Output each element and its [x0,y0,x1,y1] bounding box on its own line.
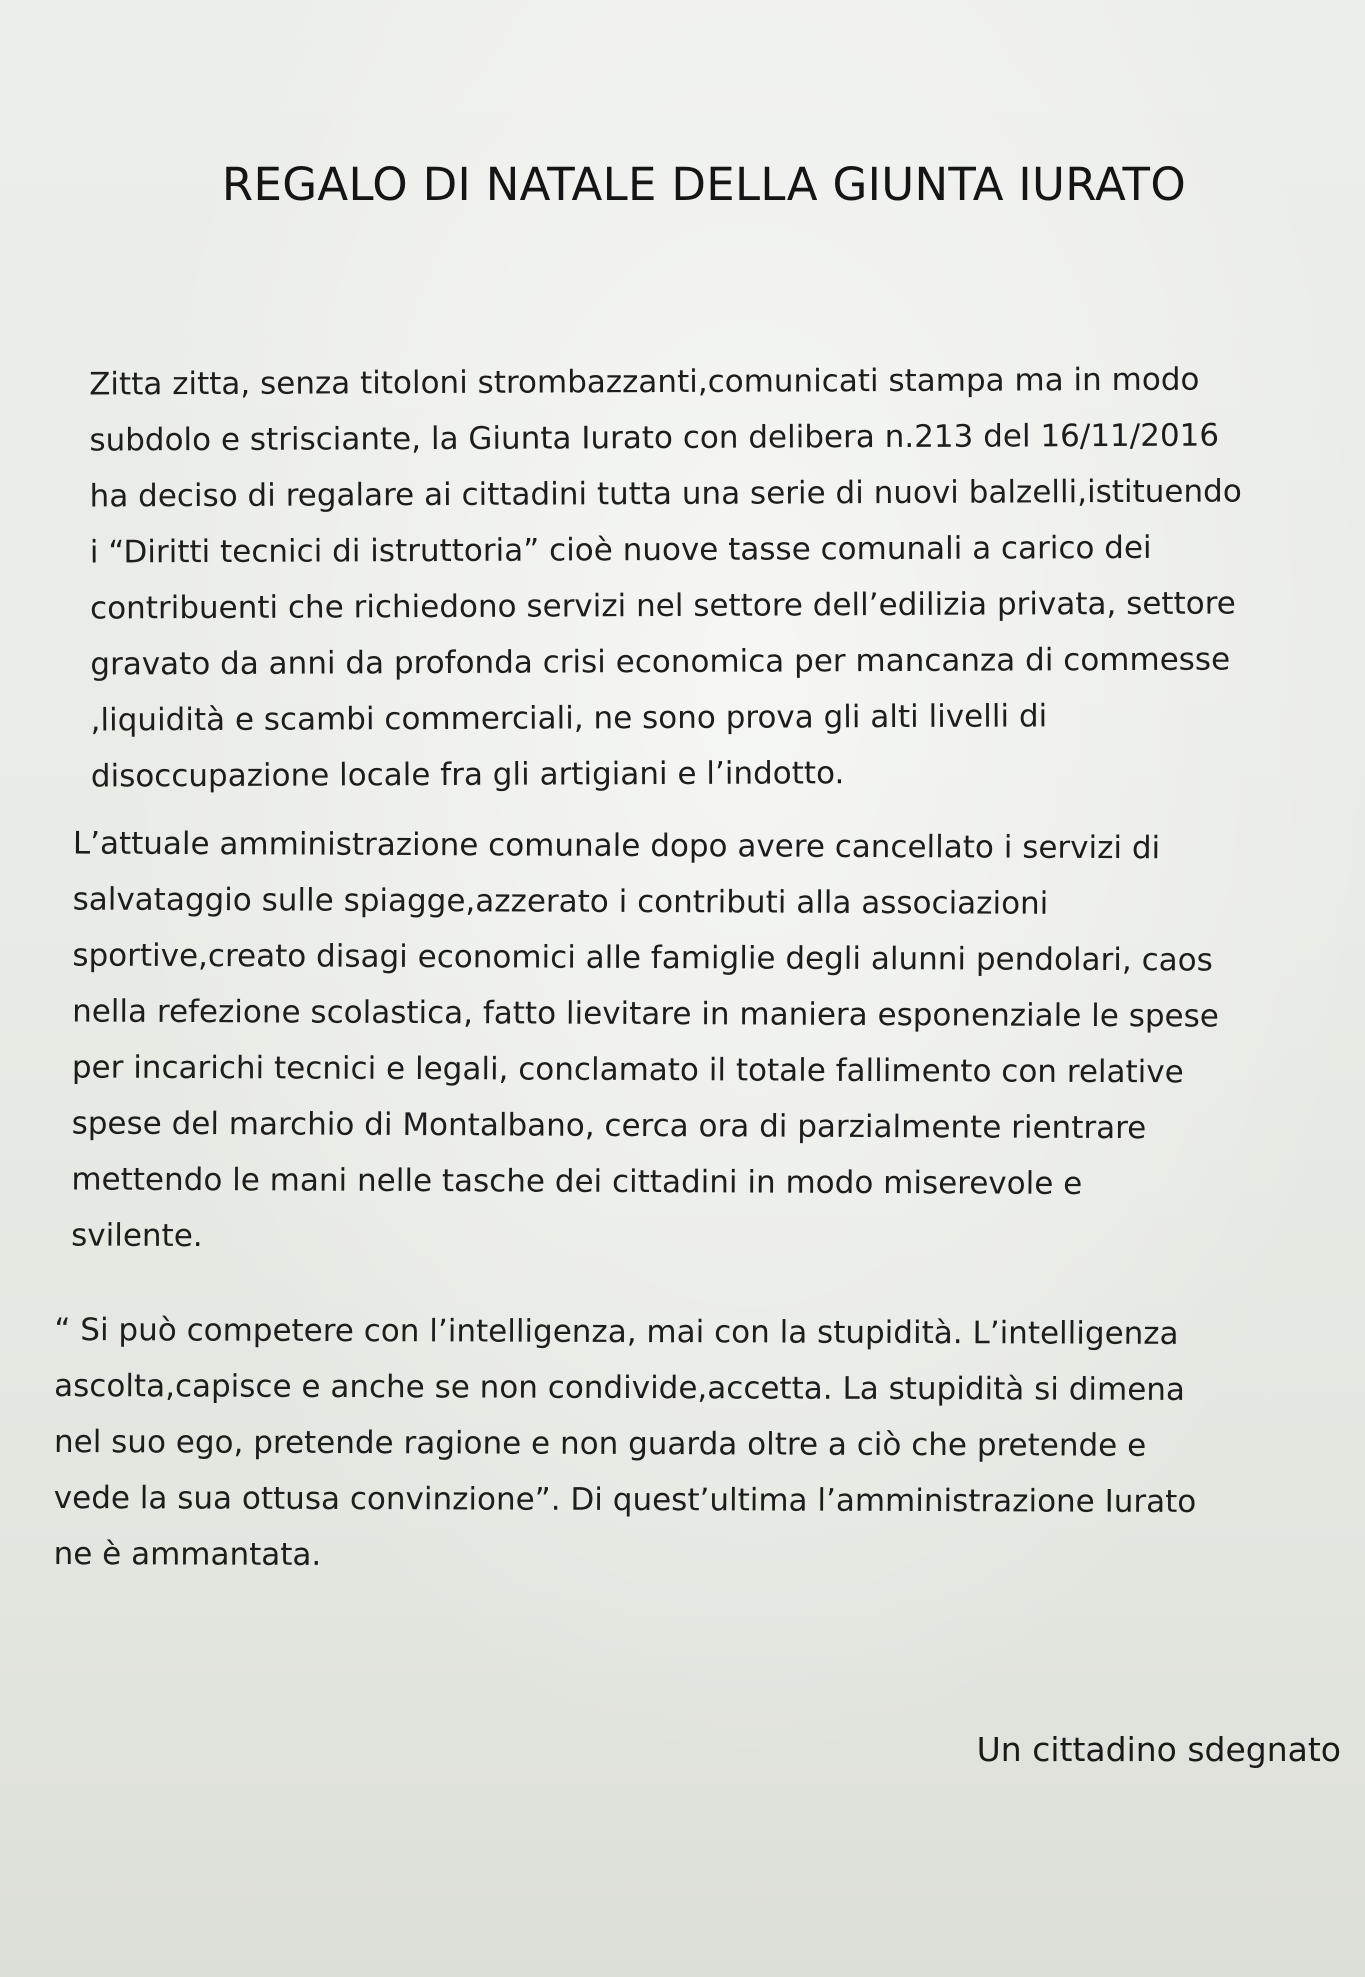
text-line: subdolo e strisciante, la Giunta Iurato con delibera n.213 del 16/11/2016 [89,417,1220,459]
text-line: Zitta zitta, senza titoloni strombazzanti,comunicati stampa ma in modo [89,361,1200,403]
text-line: L’attuale amministrazione comunale dopo avere cancellato i servizi di [72,825,1161,867]
paragraph-2 [71,816,1220,1269]
paragraph-1 [89,351,1243,804]
text-line: per incarichi tecnici e legali, conclamato il totale fallimento con relative [71,1049,1184,1091]
text-line: svilente. [71,1217,203,1255]
text-line: gravato da anni da profonda crisi economica per mancanza di commesse [90,641,1231,683]
text-line: ha deciso di regalare ai cittadini tutta una serie di nuovi balzelli,istituendo [89,473,1242,515]
paragraph-3-quote [54,1302,1197,1586]
text-line: salvataggio sulle spiagge,azzerato i contributi alla associazioni [72,881,1049,922]
text-line: mettendo le mani nelle tasche dei cittadini in modo miserevole e [71,1161,1083,1202]
text-line: contribuenti che richiedono servizi nel settore dell’edilizia privata, settore [90,585,1236,627]
text-line: vede la sua ottusa convinzione”. Di quest’ultima l’amministrazione Iurato [53,1480,1197,1520]
text-line: “ Si può competere con l’intelligenza, mai con la stupidità. L’intelligenza [54,1312,1179,1352]
text-line: i “Diritti tecnici di istruttoria” cioè nuove tasse comunali a carico dei [89,529,1152,571]
text-line: nella refezione scolastica, fatto lievitare in maniera esponenziale le spese [72,993,1219,1035]
document-title: REGALO DI NATALE DELLA GIUNTA IURATO [221,158,1187,211]
signature: Un cittadino sdegnato [976,1730,1341,1769]
text-line: ne è ammantata. [53,1536,322,1573]
text-line: ascolta,capisce e anche se non condivide,accetta. La stupidità si dimena [54,1368,1186,1408]
text-line: sportive,creato disagi economici alle famiglie degli alunni pendolari, caos [72,937,1213,979]
text-line: ,liquidità e scambi commerciali, ne sono prova gli alti livelli di [90,698,1048,739]
text-line: nel suo ego, pretende ragione e non guarda oltre a ciò che pretende e [53,1424,1147,1464]
text-line: disoccupazione locale fra gli artigiani e l’indotto. [90,755,845,795]
text-line: spese del marchio di Montalbano, cerca ora di parzialmente rientrare [71,1105,1147,1147]
